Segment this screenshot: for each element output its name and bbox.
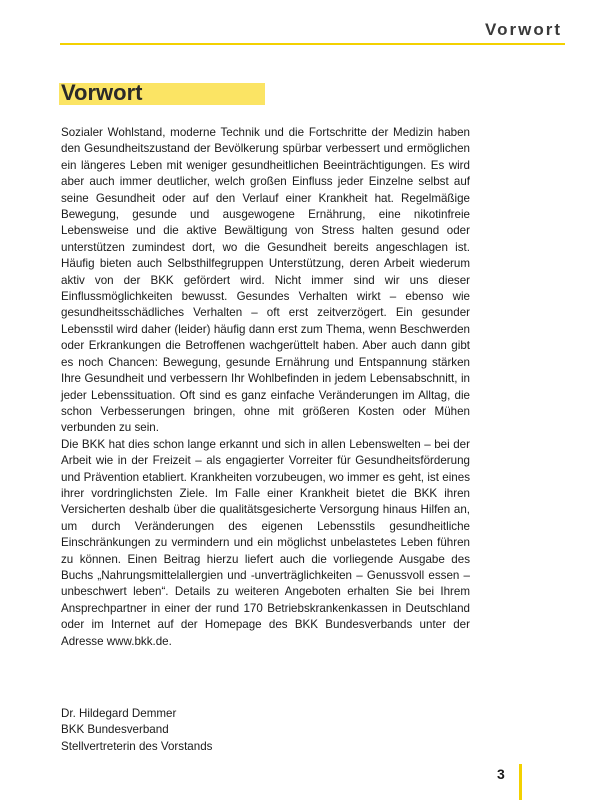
signature-name: Dr. Hildegard Demmer [61,707,177,720]
paragraph-2: Die BKK hat dies schon lange erkannt und sich in allen Lebenswelten – bei der Arbeit wie in der Freizeit – als engagierter Vorreiter für Gesundheitsförderung und Prävention etabliert. Krankheiten vorzubeugen, wo immer es geht, ist eines ihrer vordringlichsten Ziele. Im Falle einer Krankheit bietet die BKK ihren Versicherten deshalb über die qualitätsgesicherte Versorgung hinaus Hilfen an, um durch Veränderungen des eigenen Lebensstils gesundheitliche Einschränkungen zu vermindern und ein möglichst unbelastetes Leben führen zu können. Einen Beitrag hierzu liefert auch die vorliegende Ausgabe des Buchs „Nahrungsmittelallergien und -unverträglichkeiten – Genussvoll essen – unbeschwert leben“. Details zu weiteren Angeboten erhalten Sie bei Ihrem Ansprechpartner in einer der rund 170 Betriebskrankenkassen in Deutschland oder im Internet auf der Homepage des BKK Bundesverbands unter der Adresse www.bkk.de. [61,437,470,648]
signature-block [61,706,212,755]
header-rule [60,43,565,45]
page-title: Vorwort [61,80,143,105]
paragraph-1: Sozialer Wohlstand, moderne Technik und die Fortschritte der Medizin haben den Gesundheitszustand der Bevölkerung spürbar verbessert und ermöglichen ein längeres Leben mit weniger gesundheitlichen Beeinträchtigungen. Es wird aber auch immer deutlicher, welch großen Einfluss jeder Einzelne selbst auf seine Gesundheit oder auf den Verlauf einer Krankheit hat. Regelmäßige Bewegung, gesunde und ausgewogene Ernährung, eine nikotinfreie Lebensweise und die aktive Bewältigung von Stress halten gesund oder unterstützen zumindest dort, wo die Gesundheit bereits angeschlagen ist. Häufig bieten auch Selbsthilfegruppen Unterstützung, deren Arbeit wiederum aktiv von der BKK gefördert wird. Nicht immer sind wir uns dieser Einflussmöglichkeiten bewusst. Gesundes Verhalten wirkt – ebenso wie gesundheitsschädliches Verhalten – oft erst zeitverzögert. Ein gesunder Lebensstil wird daher (leider) häufig dann erst zum Thema, wenn Beschwerden oder Erkrankungen die Betroffenen wachgerüttelt haben. Aber auch dann gibt es noch Chancen: Bewegung, gesunde Ernährung und Entspannung stärken Ihre Gesundheit und verbessern Ihr Wohlbefinden in jedem Lebensabschnitt, in jeder Lebenssituation. Oft sind es ganz einfache Veränderungen im Alltag, die schon Verbesserungen bringen, ohne mit größeren Kosten oder Mühen verbunden zu sein. [61,126,470,435]
page-number: 3 [497,766,505,782]
body-text [61,125,470,650]
running-header-title: Vorwort [485,20,562,39]
page-number-bar [519,764,522,800]
signature-organization: BKK Bundesverband [61,723,169,737]
signature-role: Stellvertreterin des Vorstands [61,739,213,753]
